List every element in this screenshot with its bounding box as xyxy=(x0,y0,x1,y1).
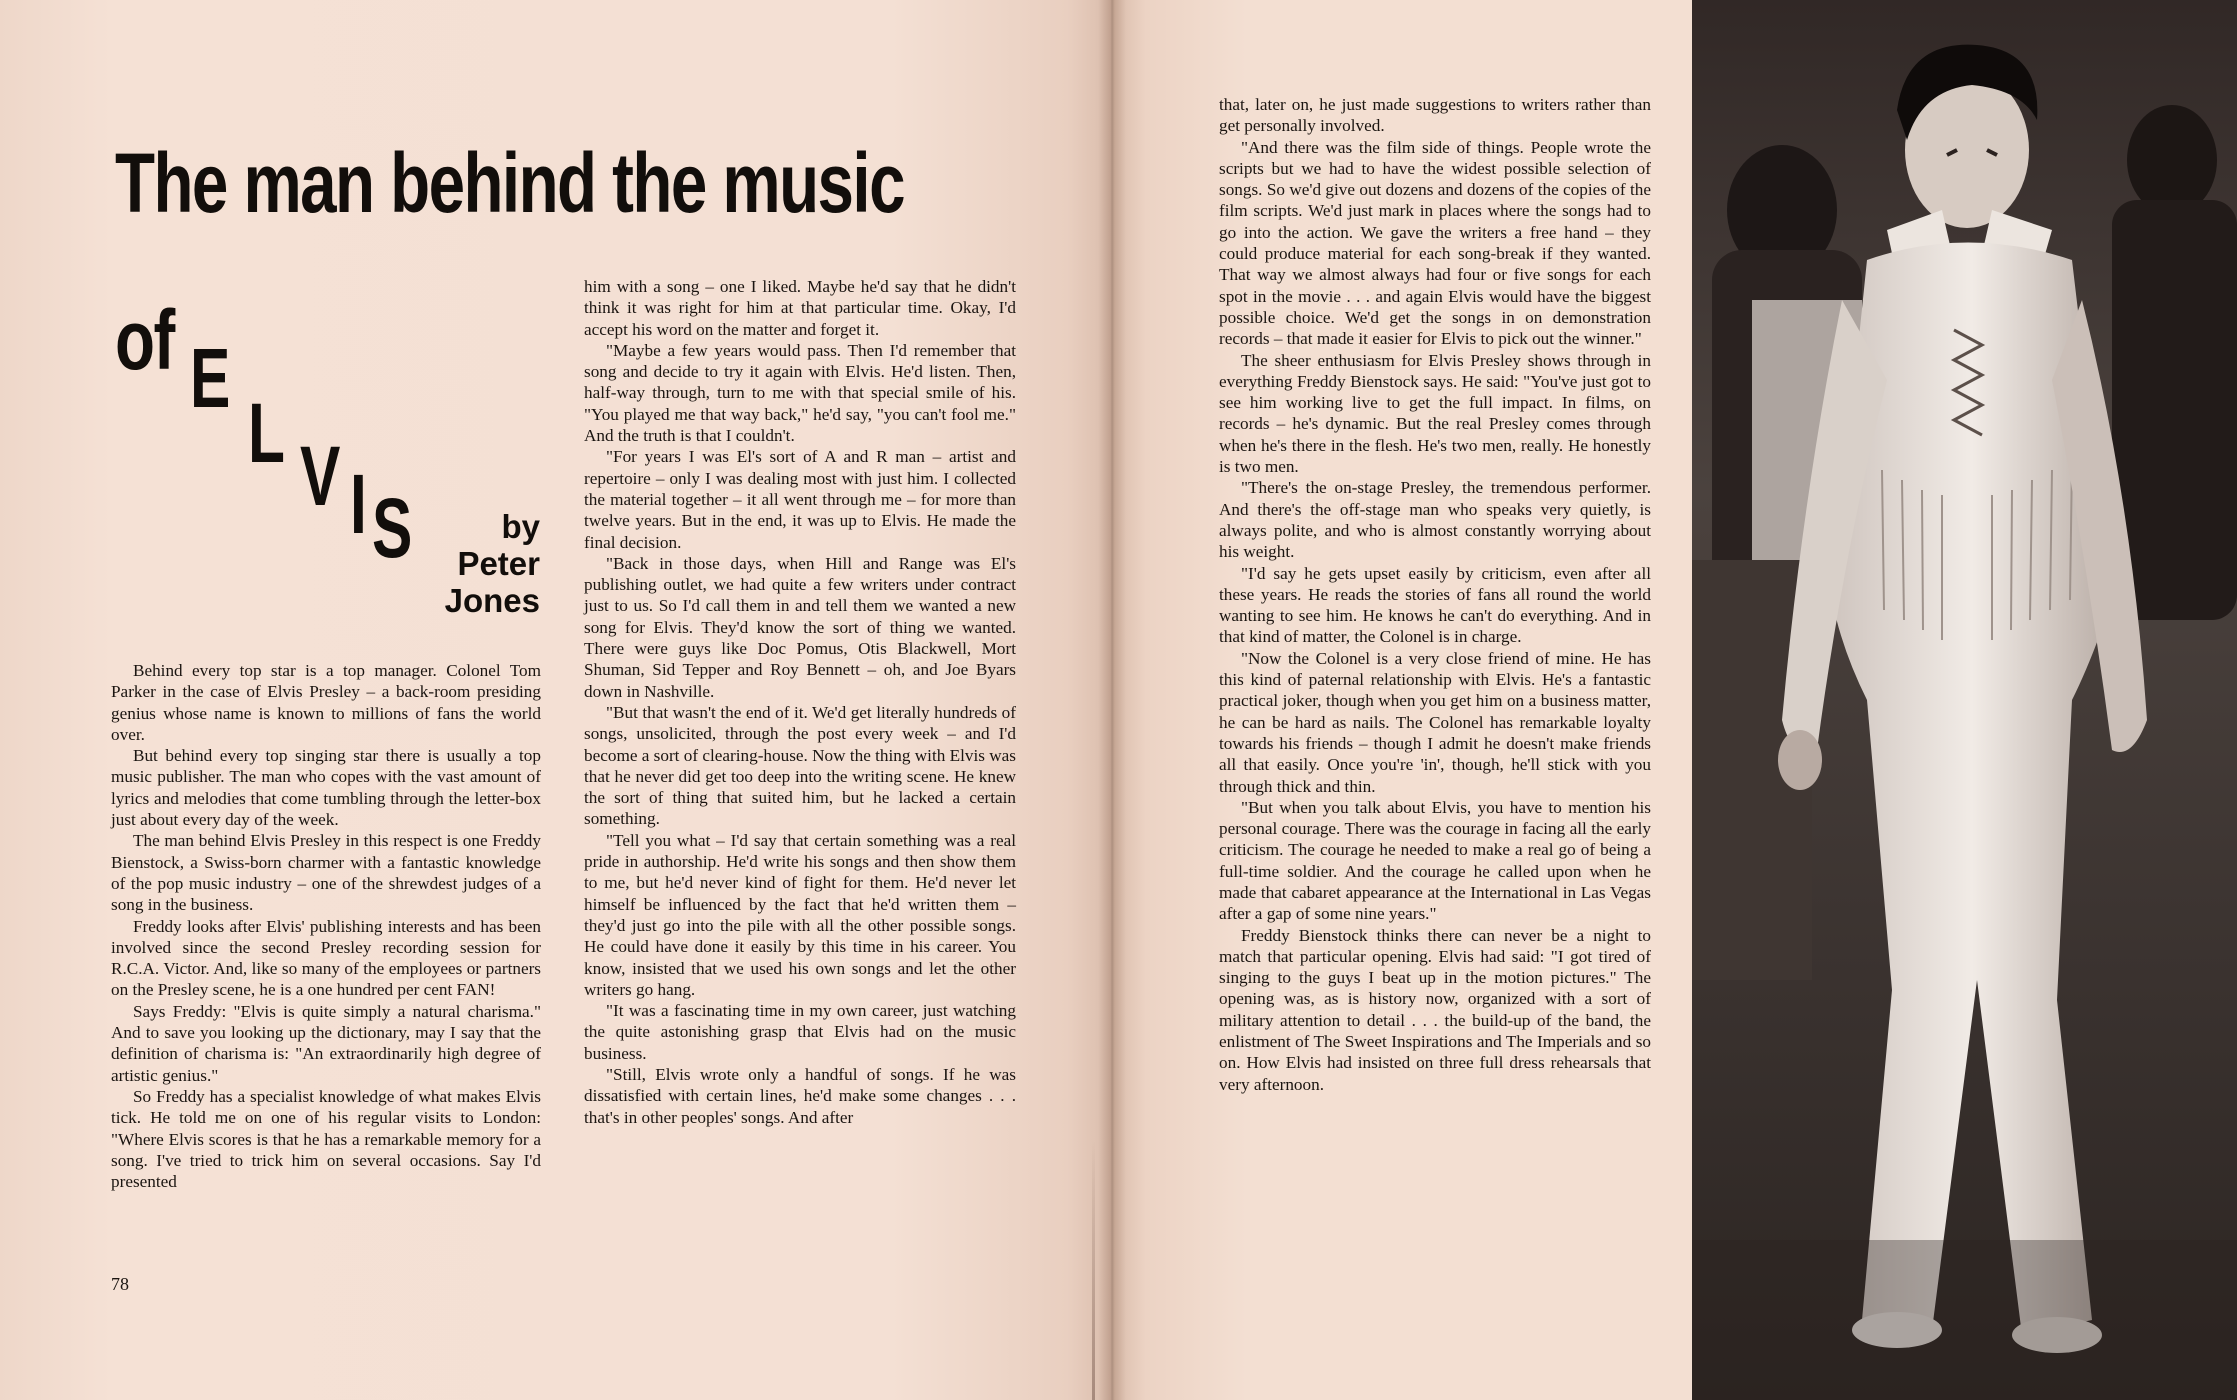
byline xyxy=(420,508,540,619)
article-paragraph: The sheer enthusiasm for Elvis Presley shows through in everything Freddy Bienstock says. He said: "You've just got to see him working live to get the full impact. In films, on records – he's dynamic. But the real Presley comes through when he's there in the flesh. He's two men, really. He honestly is two men. xyxy=(1219,350,1651,477)
article-paragraph: "There's the on-stage Presley, the tremendous performer. And there's the off-stage man who speaks very quietly, is always polite, and who is almost constantly worrying about his weight. xyxy=(1219,478,1651,562)
article-paragraph: Freddy Bienstock thinks there can never be a night to match that particular opening. Elvis had said: "I got tired of singing to the guys I beat up in the motion pictures." The opening was, as is history now, organized with a sort of military attention to detail . . . the build-up of the band, the enlistment of The Sweet Inspirations and The Imperials and so on. How Elvis had insisted on three full dress rehearsals that very afternoon. xyxy=(1219,925,1651,1094)
article-paragraph: Freddy looks after Elvis' publishing interests and has been involved since the second Presley recording session for R.C.A. Victor. And, like so many of the employees or partners on the Presley scene, he is a one hundred per cent FAN! xyxy=(111,916,541,1000)
page-crease xyxy=(1092,1140,1095,1400)
article-paragraph: "Now the Colonel is a very close friend of mine. He has this kind of paternal relationship with Elvis. He's a fantastic practical joker, though when you get him on a business matter, he can be hard as nails. The Colonel has remarkable loyalty towards his friends – though I admit he doesn't make friends all that easily. Once you're 'in', though, he'll stick with you through thick and thin. xyxy=(1219,648,1651,796)
article-paragraph: that, later on, he just made suggestions to writers rather than get personally involved. xyxy=(1219,95,1651,136)
text-column-1 xyxy=(111,660,541,1192)
article-paragraph: "But that wasn't the end of it. We'd get literally hundreds of songs, unsolicited, through the post every week – and I'd become a sort of clearing-house. Now the thing with Elvis was that he never did get too deep into the writing scene. He knew the sort of thing that suited him, but he lacked a certain something. xyxy=(584,702,1016,829)
elvis-letter-e: E xyxy=(190,331,231,425)
article-paragraph: "It was a fascinating time in my own career, just watching the quite astonishing grasp that Elvis had on the music business. xyxy=(584,1001,1016,1063)
article-paragraph: So Freddy has a specialist knowledge of what makes Elvis tick. He told me on one of his regular visits to London: "Where Elvis scores is that he has a remarkable memory for a song. I've tried to trick him on several occasions. Say I'd presented xyxy=(111,1086,541,1192)
article-paragraph: "Tell you what – I'd say that certain something was a real pride in authorship. He'd write his songs and then show them to me, but he'd never kind of fight for them. He'd never let himself be influenced by the fact that he'd written them – they'd just go into the pile with all the other possible songs. He could have done it easily by this time in his career. You know, insisted that we used his own songs and let the other writers go hang. xyxy=(584,830,1016,999)
page-number: 78 xyxy=(111,1274,129,1294)
elvis-letter-i: I xyxy=(350,457,367,551)
text-column-2 xyxy=(584,276,1016,1128)
article-paragraph: "Maybe a few years would pass. Then I'd remember that song and decide to try it again with Elvis. He'd listen. Then, half-way through, turn to me with that special smile of his. "You played me that way back," he'd say, "you can't fool me." And the truth is that I couldn't. xyxy=(584,340,1016,446)
elvis-photo xyxy=(1692,0,2237,1400)
article-paragraph: "For years I was El's sort of A and R man – artist and repertoire – only I was dealing most with just him. I collected the material together – it all went through me – for more than twelve years. But in the end, it was up to Elvis. He made the final decision. xyxy=(584,447,1016,552)
article-paragraph: "And there was the film side of things. People wrote the scripts but we had to have the widest possible selection of songs. So we'd give out dozens and dozens of the copies of the film scripts. We'd just mark in places where the songs had to go into the action. We gave the writers a free hand – they could produce material for each song-break if they wanted. That way we almost always had four or five songs for each spot in the movie . . . and again Elvis would have the biggest possible choice. We'd get the songs in on demonstration records – that made it easier for Elvis to pick out the winner." xyxy=(1219,137,1651,349)
article-title: The man behind the music xyxy=(115,136,904,230)
elvis-letter-l: L xyxy=(248,386,285,480)
article-paragraph: "I'd say he gets upset easily by criticism, even after all these years. He reads the stories of fans all round the world wanting to see him. He knows he can't do everything. And in that kind of matter, the Colonel is in charge. xyxy=(1219,563,1651,647)
photo-illustration xyxy=(1692,0,2237,1400)
article-paragraph: Says Freddy: "Elvis is quite simply a natural charisma." And to save you looking up the dictionary, may I say that the definition of charisma is: "An extraordinarily high degree of artistic genius." xyxy=(111,1001,541,1085)
article-paragraph: The man behind Elvis Presley in this respect is one Freddy Bienstock, a Swiss-born charmer with a fantastic knowledge of the pop music industry – one of the shrewdest judges of a song in the business. xyxy=(111,831,541,915)
byline-by: by xyxy=(501,508,540,545)
article-paragraph: But behind every top singing star there is usually a top music publisher. The man who copes with the vast amount of lyrics and melodies that come tumbling through the letter-box just about every day of the week. xyxy=(111,746,541,830)
elvis-letter-v: V xyxy=(300,429,341,523)
byline-last-name: Jones xyxy=(444,582,540,619)
text-column-3 xyxy=(1219,94,1651,1095)
title-of: of xyxy=(115,293,174,387)
page-gutter xyxy=(1098,0,1126,1400)
article-paragraph: "But when you talk about Elvis, you have to mention his personal courage. There was the courage in facing all the early criticism. The courage he needed to make a real go of being a full-time soldier. And the courage he called upon when he made that cabaret appearance at the International in Las Vegas after a gap of some nine years." xyxy=(1219,797,1651,924)
article-paragraph: him with a song – one I liked. Maybe he'd say that he didn't think it was right for him at that particular time. Okay, I'd accept his word on the matter and forget it. xyxy=(584,277,1016,339)
article-paragraph: "Back in those days, when Hill and Range was El's publishing outlet, we had quite a few writers under contract just to us. So I'd call them in and tell them we wanted a new song for Elvis. They'd know the sort of thing we wanted. There were guys like Doc Pomus, Otis Blackwell, Mort Shuman, Sid Tepper and Roy Bennett – oh, and Joe Byars down in Nashville. xyxy=(584,553,1016,701)
byline-first-name: Peter xyxy=(457,545,540,582)
article-paragraph: "Still, Elvis wrote only a handful of songs. If he was dissatisfied with certain lines, he'd make some changes . . . that's in other peoples' songs. And after xyxy=(584,1064,1016,1127)
article-paragraph: Behind every top star is a top manager. Colonel Tom Parker in the case of Elvis Presley – a back-room presiding genius whose name is known to millions of fans the world over. xyxy=(111,661,541,744)
elvis-letter-s: S xyxy=(372,481,413,575)
